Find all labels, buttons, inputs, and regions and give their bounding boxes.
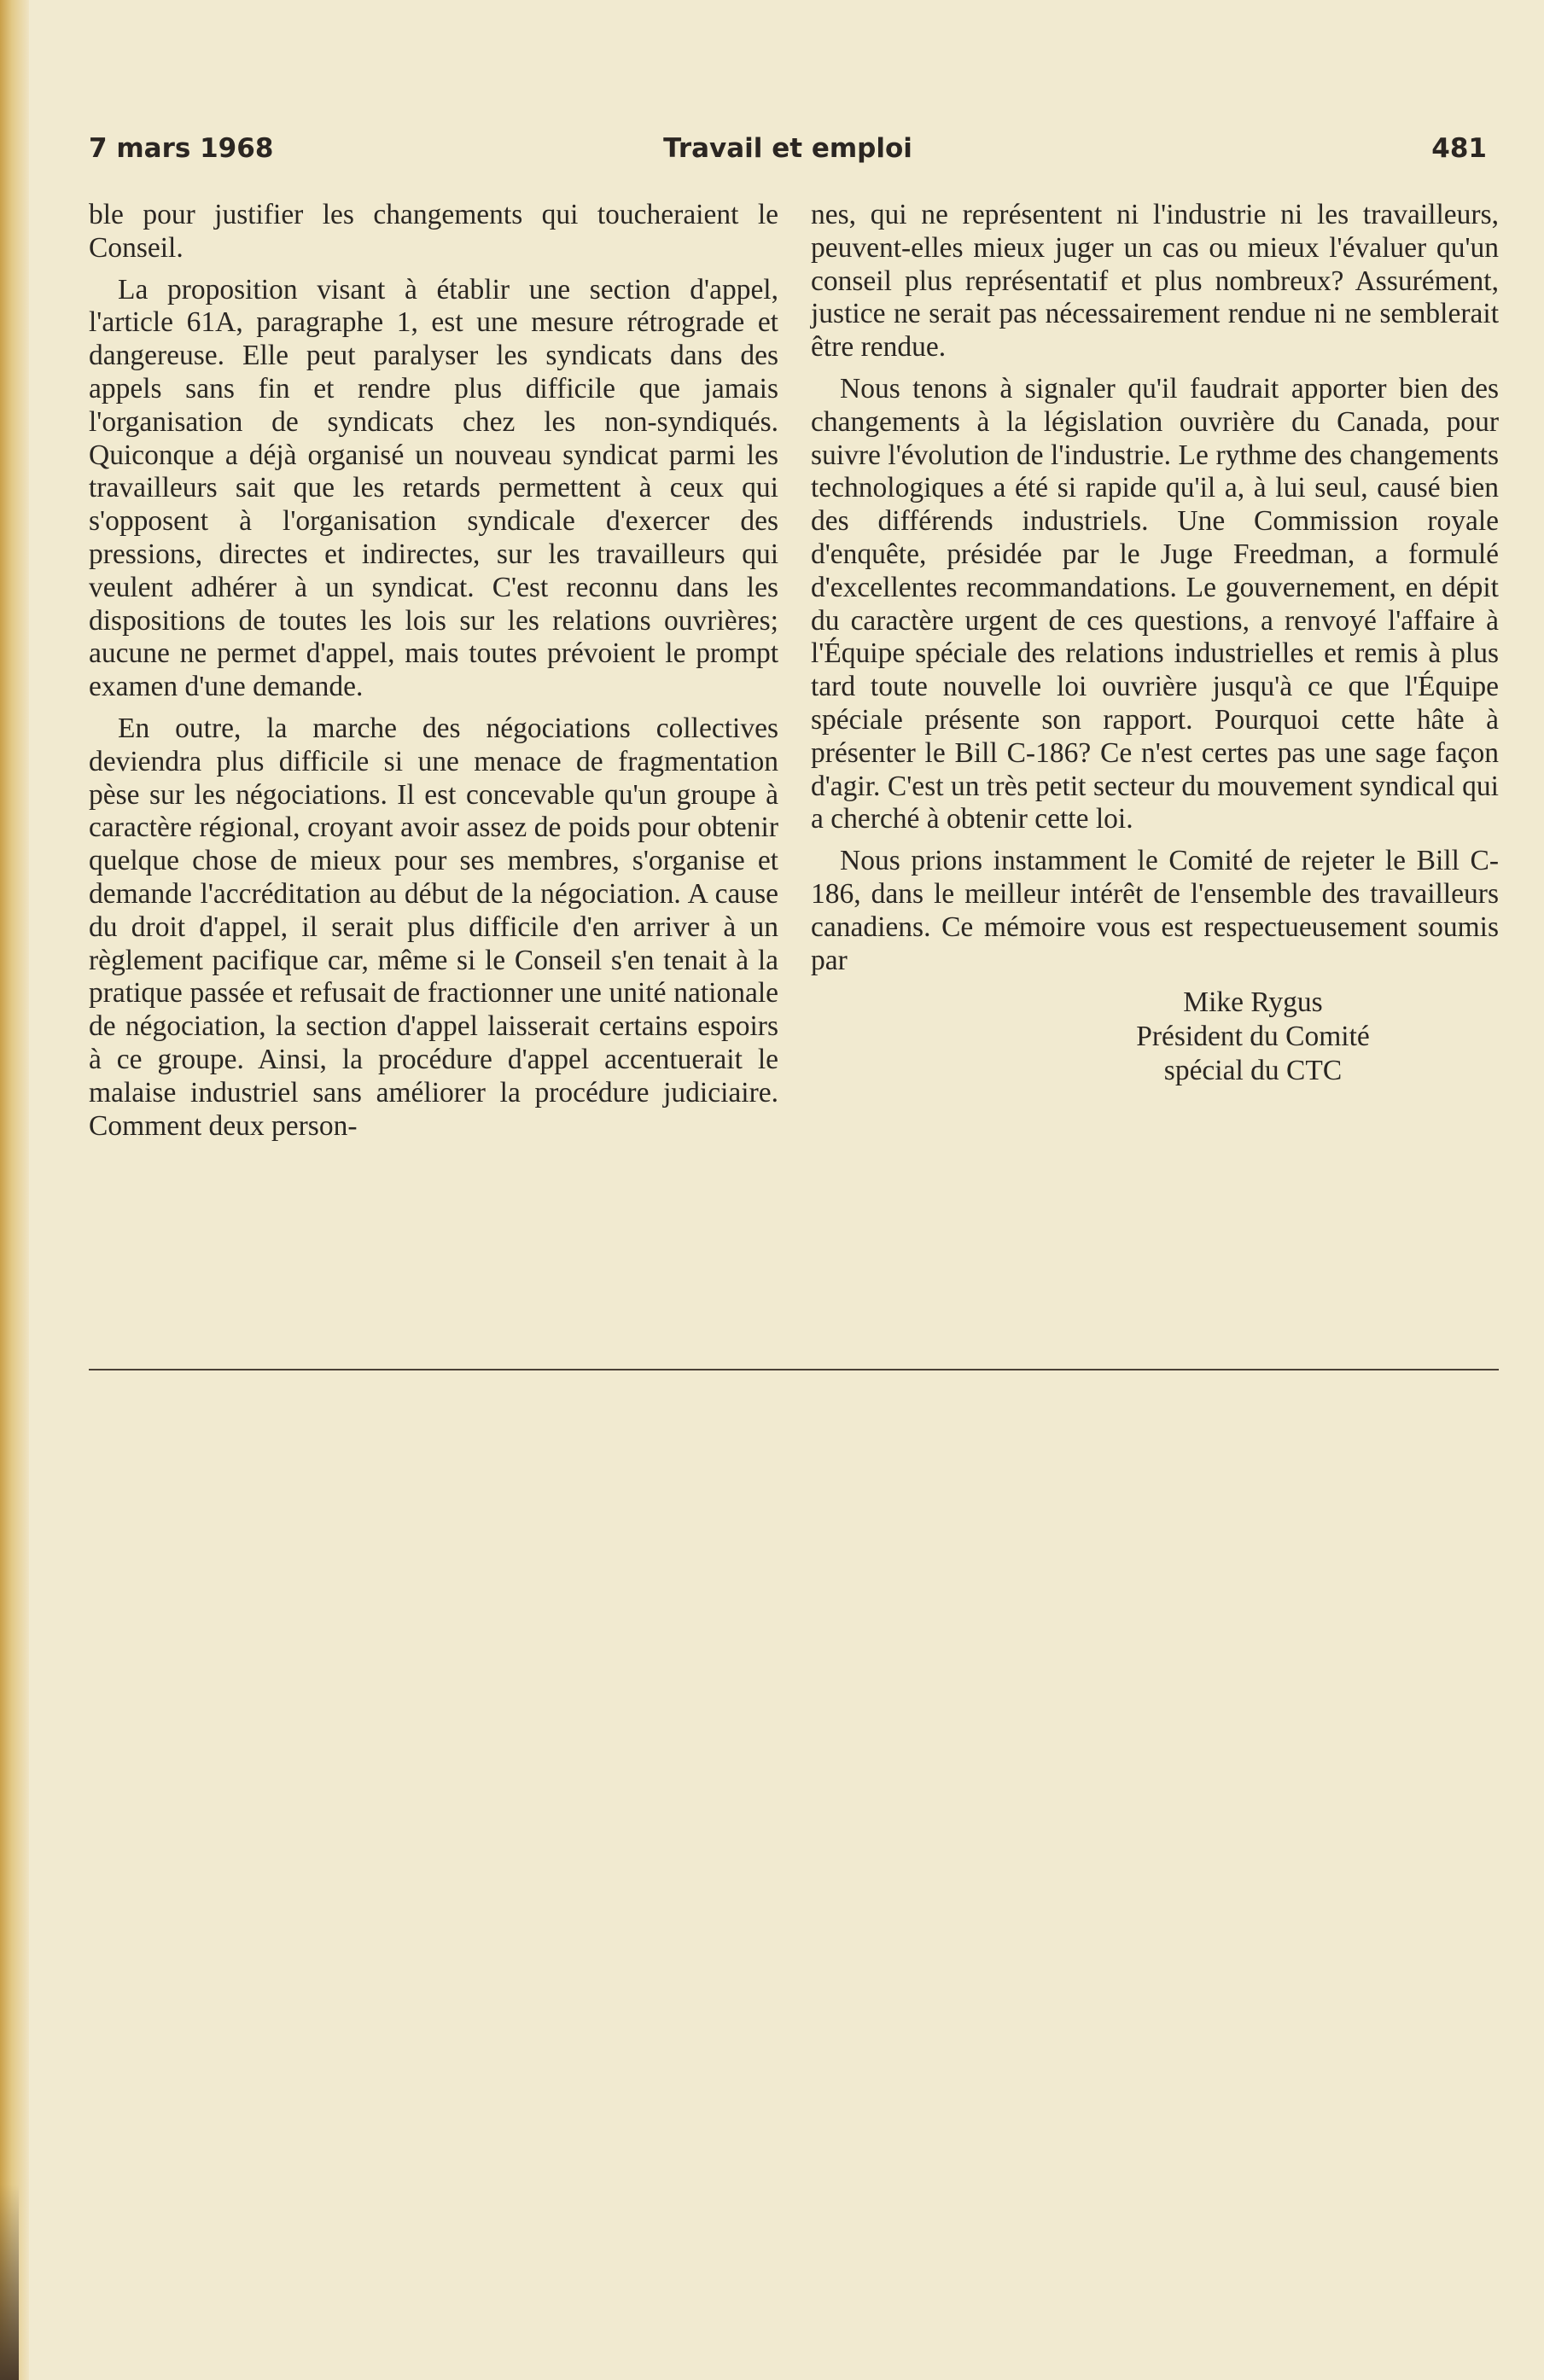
paragraph: En outre, la marche des négociations collectives deviendra plus difficile si une menace de fragmentation pèse sur les négociations. Il est concevable qu'un groupe à caractère régional, croyant avoir assez de poids pour obtenir quelque chose de mieux pour ses membres, s'organise et demande l'accréditation au début de la négociation. A cause du droit d'appel, il serait plus difficile d'en arriver à un règlement pacifique car, même si le Conseil s'en tenait à la pratique passée et refusait de fractionner une unité nationale de négociation, la section d'appel laisserait certains espoirs à ce groupe. Ainsi, la procédure d'appel accentuerait le malaise industriel sans améliorer la procédure judiciaire. Comment deux person- (89, 712, 778, 1142)
paragraph: Nous prions instamment le Comité de rejeter le Bill C-186, dans le meilleur intérêt de l'ensemble des travailleurs canadiens. Ce mémoire vous est respectueusement soumis par (811, 845, 1499, 976)
paragraph: nes, qui ne représentent ni l'industrie ni les travailleurs, peuvent-elles mieux juger un cas ou mieux l'évaluer qu'un conseil plus représentatif et plus nombreux? Assurément, justice ne serait pas nécessairement rendue ni ne semblerait être rendue. (811, 199, 1499, 364)
paragraph: Nous tenons à signaler qu'il faudrait apporter bien des changements à la législation ouvrière du Canada, pour suivre l'évolution de l'industrie. Le rythme des changements technologiques a été si rapide qu'il a, à lui seul, causé bien des différends industriels. Une Commission royale d'enquête, présidée par le Juge Freedman, a formulé d'excellentes recommandations. Le gouvernement, en dépit du caractère urgent de ces questions, a renvoyé l'affaire à l'Équipe spéciale des relations industrielles et remis à plus tard toute nouvelle loi ouvrière jusqu'à ce que l'Équipe spéciale présente son rapport. Pourquoi cette hâte à présenter le Bill C-186? Ce n'est certes pas une sage façon d'agir. C'est un très petit secteur du mouvement syndical qui a cherché à obtenir cette loi. (811, 372, 1499, 835)
paragraph: La proposition visant à établir une section d'appel, l'article 61A, paragraphe 1, est une mesure rétrograde et dangereuse. Elle peut paralyser les syndicats dans des appels sans fin et rendre plus difficile que jamais l'organisation de syndicats chez les non-syndiqués. Quiconque a déjà organisé un nouveau syndicat parmi les travailleurs sait que les retards permettent à ceux qui s'opposent à l'organisation syndicale d'exercer des pressions, directes et indirectes, sur les travailleurs qui veulent adhérer à un syndicat. C'est reconnu dans les dispositions de toutes les lois sur les relations ouvrières; aucune ne permet d'appel, mais toutes prévoient le prompt examen d'une demande. (89, 273, 778, 703)
left-column (89, 199, 778, 1151)
signatory-role: Président du Comité (1136, 1021, 1370, 1053)
signature-block (811, 986, 1499, 1088)
page-number: 481 (1431, 133, 1487, 164)
page-edge-shadow (0, 2185, 19, 2380)
header-date: 7 mars 1968 (89, 133, 274, 164)
right-column (811, 199, 1499, 1088)
signatory-name: Mike Rygus (1183, 986, 1323, 1019)
page-edge-binding (0, 0, 29, 2380)
running-header (89, 126, 1487, 169)
header-title: Travail et emploi (663, 133, 912, 164)
end-rule (89, 1369, 1499, 1370)
paragraph: ble pour justifier les changements qui toucheraient le Conseil. (89, 199, 778, 264)
signatory-role: spécial du CTC (1163, 1055, 1343, 1087)
